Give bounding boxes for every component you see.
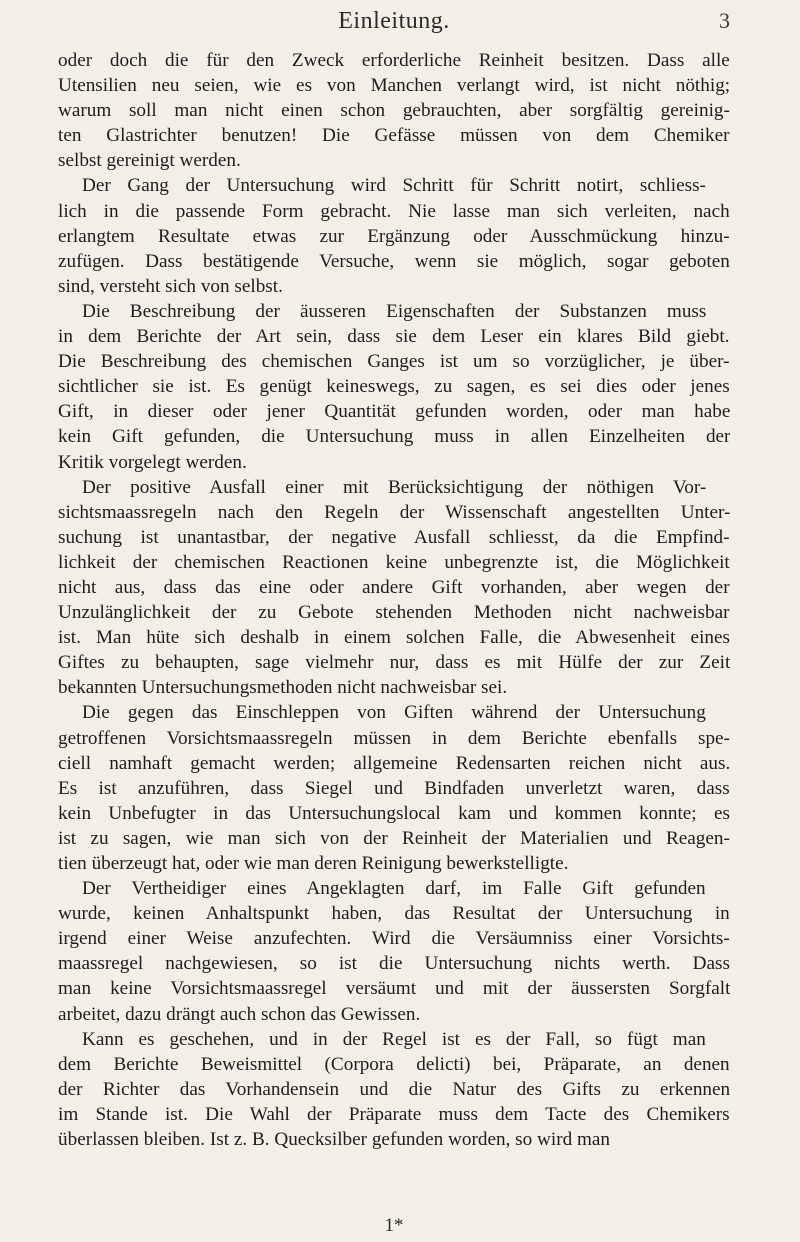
text-line: Die Beschreibung der äusseren Eigenschaften der Substanzen muss [82, 300, 707, 322]
text-line: Utensilien neu seien, wie es von Manchen verlangt wird, ist nicht nöthig; [58, 75, 730, 97]
text-line: getroffenen Vorsichtsmaassregeln müssen in dem Berichte ebenfalls spe- [58, 727, 730, 749]
text-line: ciell namhaft gemacht werden; allgemeine Redensarten reichen nicht aus. [58, 752, 730, 774]
text-line: Kritik vorgelegt werden. [58, 451, 247, 473]
text-line: bekannten Untersuchungsmethoden nicht nachweisbar sei. [58, 677, 508, 699]
text-line: maassregel nachgewiesen, so ist die Untersuchung nichts werth. Dass [58, 953, 730, 975]
page-header [58, 8, 730, 44]
paragraph [58, 173, 730, 298]
text-line: suchung ist unantastbar, der negative Ausfall schliesst, da die Empfind- [58, 526, 730, 548]
text-line: Die gegen das Einschleppen von Giften während der Untersuchung [82, 702, 706, 724]
paragraph [58, 48, 730, 173]
body-text [58, 48, 730, 1152]
text-line: zufügen. Dass bestätigende Versuche, wenn sie möglich, sogar geboten [58, 250, 730, 272]
text-line: ist. Man hüte sich deshalb in einem solchen Falle, die Abwesenheit eines [58, 627, 730, 649]
text-line: ten Glastrichter benutzen! Die Gefässe müssen von dem Chemiker [58, 125, 730, 147]
text-line: nicht aus, dass das eine oder andere Gift vorhanden, aber wegen der [58, 576, 730, 598]
paragraph [58, 299, 730, 475]
text-line: Kann es geschehen, und in der Regel ist es der Fall, so fügt man [82, 1028, 706, 1050]
text-line: erlangtem Resultate etwas zur Ergänzung oder Ausschmückung hinzu- [58, 225, 730, 247]
text-line: der Richter das Vorhandensein und die Natur des Gifts zu erkennen [58, 1078, 730, 1100]
signature-mark: 1* [384, 1215, 404, 1236]
text-line: sind, versteht sich von selbst. [58, 275, 283, 297]
text-line: Gift, in dieser oder jener Quantität gefunden worden, oder man habe [58, 401, 730, 423]
text-line: dem Berichte Beweismittel (Corpora delicti) bei, Präparate, an denen [58, 1053, 730, 1075]
text-line: Der Vertheidiger eines Angeklagten darf, im Falle Gift gefunden [82, 878, 706, 900]
text-line: warum soll man nicht einen schon gebrauchten, aber sorgfältig gereinig- [58, 100, 730, 122]
text-line: Die Beschreibung des chemischen Ganges ist um so vorzüglicher, je über- [58, 351, 730, 373]
text-line: lich in die passende Form gebracht. Nie lasse man sich verleiten, nach [58, 200, 730, 222]
text-line: kein Unbefugter in das Untersuchungslocal kam und kommen konnte; es [58, 802, 730, 824]
text-line: selbst gereinigt werden. [58, 150, 241, 172]
text-line: oder doch die für den Zweck erforderliche Reinheit besitzen. Dass alle [58, 50, 730, 71]
text-line: tien überzeugt hat, oder wie man deren Reinigung bewerkstelligte. [58, 853, 569, 874]
text-line: arbeitet, dazu drängt auch schon das Gewissen. [58, 1003, 421, 1025]
text-line: ist zu sagen, wie man sich von der Reinheit der Materialien und Reagen- [58, 827, 730, 849]
page-number: 3 [719, 8, 730, 33]
text-line: Der positive Ausfall einer mit Berücksichtigung der nöthigen Vor- [82, 476, 707, 498]
text-line: Der Gang der Untersuchung wird Schritt für Schritt notirt, schliess- [82, 175, 706, 197]
text-line: Es ist anzuführen, dass Siegel und Bindfaden unverletzt waren, dass [58, 777, 730, 799]
running-head: Einleitung. [338, 8, 450, 34]
text-line: wurde, keinen Anhaltspunkt haben, das Resultat der Untersuchung in [58, 903, 730, 925]
text-line: überlassen bleiben. Ist z. B. Quecksilber gefunden worden, so wird man [58, 1129, 611, 1151]
text-line: kein Gift gefunden, die Untersuchung muss in allen Einzelheiten der [58, 426, 730, 448]
paragraph [58, 700, 730, 876]
paragraph [58, 1027, 730, 1152]
paragraph [58, 876, 730, 1027]
text-line: man keine Vorsichtsmaassregel versäumt und mit der äussersten Sorgfalt [58, 978, 730, 1000]
text-line: im Stande ist. Die Wahl der Präparate muss dem Tacte des Chemikers [58, 1103, 730, 1125]
text-line: sichtlicher sie ist. Es genügt keineswegs, zu sagen, es sei dies oder jenes [58, 376, 730, 398]
text-line: Giftes zu behaupten, sage vielmehr nur, dass es mit Hülfe der zur Zeit [58, 652, 730, 674]
text-line: in dem Berichte der Art sein, dass sie dem Leser ein klares Bild giebt. [58, 326, 730, 348]
text-line: sichtsmaassregeln nach den Regeln der Wissenschaft angestellten Unter- [58, 501, 730, 523]
paragraph [58, 475, 730, 701]
text-line: Unzulänglichkeit der zu Gebote stehenden Methoden nicht nachweisbar [58, 602, 730, 624]
text-line: irgend einer Weise anzufechten. Wird die Versäumniss einer Vorsichts- [58, 928, 730, 950]
text-line: lichkeit der chemischen Reactionen keine unbegrenzte ist, die Möglichkeit [58, 551, 730, 573]
